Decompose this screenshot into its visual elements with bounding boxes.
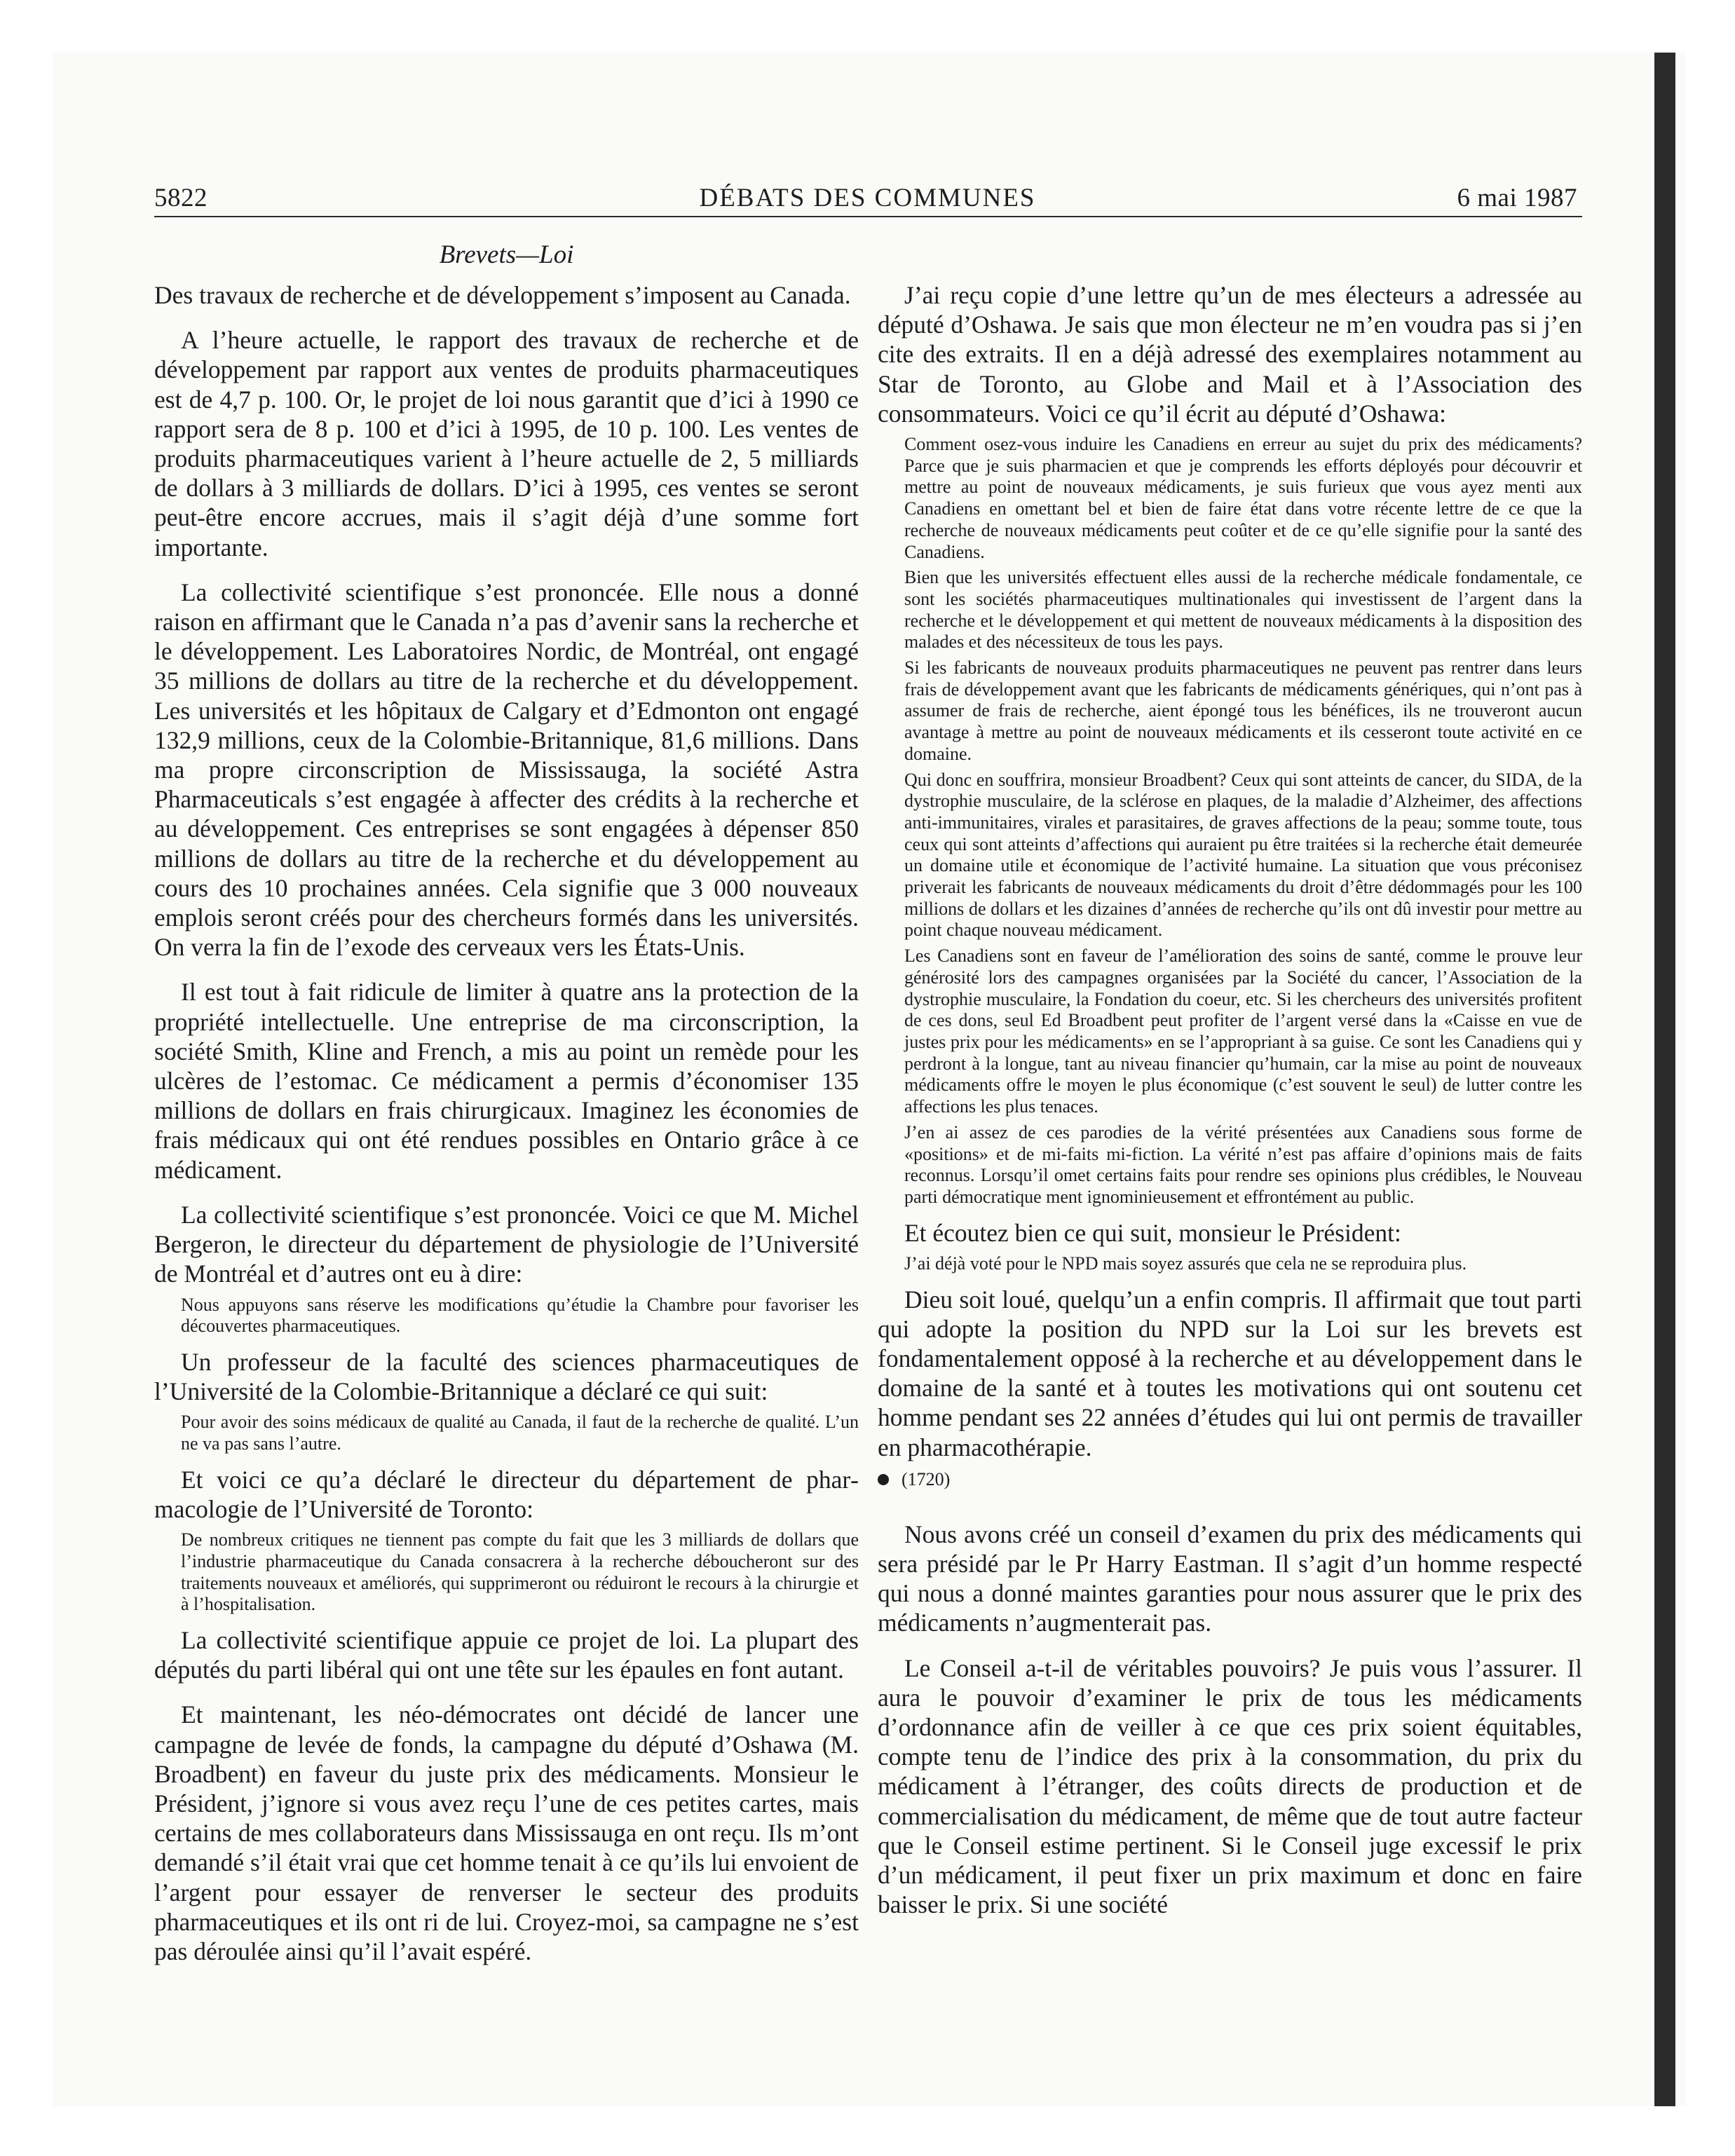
block-quote: De nombreux critiques ne tiennent pas compte du fait que les 3 milliards de dollars que l’industrie pharmaceutique du Canada consacrera à la recherche déboucheront sur des traitements nouveaux et améliorés, qui supprimeront ou réduiront le recours à la chirurgie et à l’hospitalisation. — [181, 1529, 859, 1615]
block-quote: Si les fabricants de nouveaux produits pharmaceutiques ne peuvent pas rentrer dans leurs frais de développement avant que les fabricants de médicaments génériques, qui n’ont pas à assumer de frais de recherche, aient épongé tous les bénéfices, ils ne trouveront aucun avantage à mettre au point de nouveaux médicaments et ils cesseront toute activité en ce domaine. — [904, 657, 1582, 764]
page-number: 5822 — [154, 184, 207, 212]
block-quote: Qui donc en souffrira, monsieur Broadbent? Ceux qui sont atteints de cancer, du SIDA, de la dystrophie musculaire, de la sclérose en plaques, de la maladie d’Alzheimer, des affections anti-immunitaires, virales et parasitaires, de graves affections de la peau; somme toute, tous ceux qui sont atteints d’affections qui auraient pu être traitées si la recherche était demeurée un domaine utile et économique de l’activité humaine. La situation que vous préconisez priverait les fabricants de nouveaux médicaments du droit d’être dédommagés pour les 100 millions de dollars et les dizaines d’années de recherche qu’ils ont dû investir pour mettre au point chaque nouveau médicament. — [904, 769, 1582, 941]
paragraph: La collectivité scientifique s’est prononcée. Elle nous a donné raison en affirmant que le Canada n’a pas d’avenir sans la recherche et le développement. Les Laboratoires Nordic, de Montréal, ont engagé 35 millions de dollars au titre de la recherche et du développement. Les universités et les hôpitaux de Calgary et d’Edmonton ont engagé 132,9 millions, ceux de la Colombie-Britannique, 81,6 millions. Dans ma propre circonscription de Mississauga, la société Astra Pharmaceuticals s’est engagée à affecter des crédits à la recherche et au développement. Ces entreprises se sont engagées à dépenser 850 millions de dollars au titre de la recherche et du développement au cours des 10 prochaines années. Cela signifie que 3 000 nouveaux emplois seront créés pour des chercheurs formés dans les universités. On verra la fin de l’exode des cerveaux vers les États-Unis. — [154, 578, 859, 962]
block-quote: Nous appuyons sans réserve les modifications qu’étudie la Chambre pour favoriser les découvertes pharmaceutiques. — [181, 1294, 859, 1337]
paragraph: Et voici ce qu’a déclaré le directeur du département de pharmacologie de l’Université de Toronto: — [154, 1465, 859, 1523]
paragraph: La collectivité scientifique s’est prononcée. Voici ce que M. Michel Bergeron, le directeur du département de physiologie de l’Université de Montréal et d’autres ont eu à dire: — [154, 1200, 859, 1288]
timestamp-marker — [878, 1468, 1582, 1492]
block-quote: Bien que les universités effectuent elles aussi de la recherche médicale fondamentale, ce sont les sociétés pharmaceutiques multinationales qui investissent de l’argent dans la recherche et le développement et qui mettent de nouveaux médicaments à la disposition des malades et des nécessiteux de tous les pays. — [904, 567, 1582, 653]
timestamp-text: (1720) — [901, 1468, 951, 1489]
paragraph: La collectivité scientifique appuie ce projet de loi. La plupart des députés du parti libéral qui ont une tête sur les épaules en font autant. — [154, 1625, 859, 1684]
bullet-icon — [878, 1474, 889, 1485]
block-quote: J’en ai assez de ces parodies de la vérité présentées aux Canadiens sous forme de «positions» et de mi-faits mi-fiction. La vérité n’est pas affaire d’opinions mais de faits reconnus. Lorsqu’il omet certains faits pour rendre ses opinions plus crédibles, le Nouveau parti démocratique ment ignominieusement et effrontément au public. — [904, 1121, 1582, 1207]
paragraph: Dieu soit loué, quelqu’un a enfin compris. Il affirmait que tout parti qui adopte la position du NPD sur la Loi sur les brevets est fondamentalement opposé à la recherche et au développement dans le domaine de la santé et à toutes les motivations qui ont soutenu cet homme pendant ses 22 années d’études qui lui ont permis de travailler en pharmacothérapie. — [878, 1285, 1582, 1461]
paragraph: Nous avons créé un conseil d’examen du prix des médicaments qui sera présidé par le Pr Harry Eastman. Il s’agit d’un homme respecté qui nous a donné maintes garanties pour nous assurer que le prix des médicaments n’augmenterait pas. — [878, 1520, 1582, 1637]
right-column — [878, 280, 1582, 1935]
left-column — [154, 280, 859, 1981]
paragraph: Et écoutez bien ce qui suit, monsieur le Président: — [904, 1218, 1401, 1247]
block-quote: Comment osez-vous induire les Canadiens en erreur au sujet du prix des médicaments? Parce que je suis pharmacien et que je comprends les efforts déployés pour découvrir et mettre au point de nouveaux médicaments, je suis furieux que vous ayez menti aux Canadiens en omettant bel et bien de faire état dans votre récente lettre de ce que la recherche de nouveaux médicaments peut coûter et de ce qu’elle signifie pour la santé des Canadiens. — [904, 434, 1582, 562]
block-quote: J’ai déjà voté pour le NPD mais soyez assurés que cela ne se reproduira plus. — [904, 1253, 1467, 1274]
block-quote: Les Canadiens sont en faveur de l’amélioration des soins de santé, comme le prouve leur générosité lors des campagnes organisées par la Société du cancer, l’Association de la dystrophie musculaire, la Fondation du coeur, etc. Si les chercheurs des universités profitent de ces dons, seul Ed Broadbent peut profiter de l’argent versé dans la «Caisse en vue de justes prix pour les médicaments» en se l’appropriant à sa guise. Ce sont les Canadiens qui y perdront à la longue, tant au niveau financier qu’humain, car la mise au point de nouveaux médicaments offre le moyen le plus économique (c’est souvent le seul) de lutter contre les affections les plus tenaces. — [904, 946, 1582, 1117]
paragraph: J’ai reçu copie d’une lettre qu’un de mes électeurs a adressée au député d’Oshawa. Je sais que mon électeur ne m’en voudra pas si j’en cite des extraits. Il en a déjà adressé des exemplaires notamment au Star de Toronto, au Globe and Mail et à l’Association des consommateurs. Voici ce qu’il écrit au député d’Oshawa: — [878, 281, 1582, 428]
paragraph: Le Conseil a-t-il de véritables pouvoirs? Je puis vous l’assurer. Il aura le pouvoir d’examiner le prix de tous les médicaments d’ordonnance afin de veiller à ce que ces prix soient équitables, compte tenu de l’indice des prix à la consommation, du prix du médicament à l’étranger, des coûts directs de production et de commercialisation du médicament, de même que de tout autre facteur que le Conseil estime pertinent. Si le Conseil juge excessif le prix d’un médicament, il peut fixer un prix maximum et donc en faire baisser le prix. Si une société — [878, 1653, 1582, 1919]
header-rule — [154, 216, 1582, 217]
paragraph: Et maintenant, les néo-démocrates ont décidé de lancer une campagne de levée de fonds, la campagne du député d’Oshawa (M. Broadbent) en faveur du juste prix des médicaments. Monsieur le Président, j’ignore si vous avez reçu l’une de ces petites cartes, mais certains de mes collaborateurs dans Mississauga en ont reçu. Ils m’ont demandé s’il était vrai que cet homme tenait à ce qu’ils lui envoient de l’argent pour essayer de renverser le secteur des produits pharmaceutiques et ils ont ri de lui. Croyez-moi, sa campagne ne s’est pas déroulée ainsi qu’il l’avait espéré. — [154, 1700, 859, 1965]
paragraph: A l’heure actuelle, le rapport des travaux de recherche et de développement par rapport aux ventes de produits pharmaceutiques est de 4,7 p. 100. Or, le projet de loi nous garantit que d’ici à 1990 ce rapport sera de 8 p. 100 et d’ici à 1995, de 10 p. 100. Les ventes de produits pharmaceutiques varient à l’heure actuelle de 2, 5 milliards de dollars à 3 milliards de dollars. D’ici à 1995, ces ventes se seront peut-être encore accrues, mais il s’agit déjà d’une somme fort importante. — [154, 326, 859, 561]
publication-title: DÉBATS DES COMMUNES — [699, 184, 1036, 212]
paragraph: Un professeur de la faculté des sciences pharmaceutiques de l’Université de la Colombie-Britannique a déclaré ce qui suit: — [154, 1347, 859, 1406]
paragraph: Des travaux de recherche et de développement s’imposent au Canada. — [154, 281, 851, 309]
page-date: 6 mai 1987 — [1457, 184, 1577, 212]
block-quote: Pour avoir des soins médicaux de qualité au Canada, il faut de la recherche de qualité. L’un ne va pas sans l’autre. — [181, 1412, 859, 1454]
scan-edge-bar — [1654, 53, 1675, 2106]
subject-heading: Brevets—Loi — [439, 240, 574, 269]
paragraph: Il est tout à fait ridicule de limiter à quatre ans la protection de la propriété intellectuelle. Une entreprise de ma circonscription, la société Smith, Kline and French, a mis au point un remède pour les ulcères de l’estomac. Ce médicament a permis d’économiser 135 millions de dollars en frais chirurgicaux. Imaginez les économies de frais médicaux qui ont été rendues possibles en Ontario grâce à ce médicament. — [154, 978, 859, 1184]
